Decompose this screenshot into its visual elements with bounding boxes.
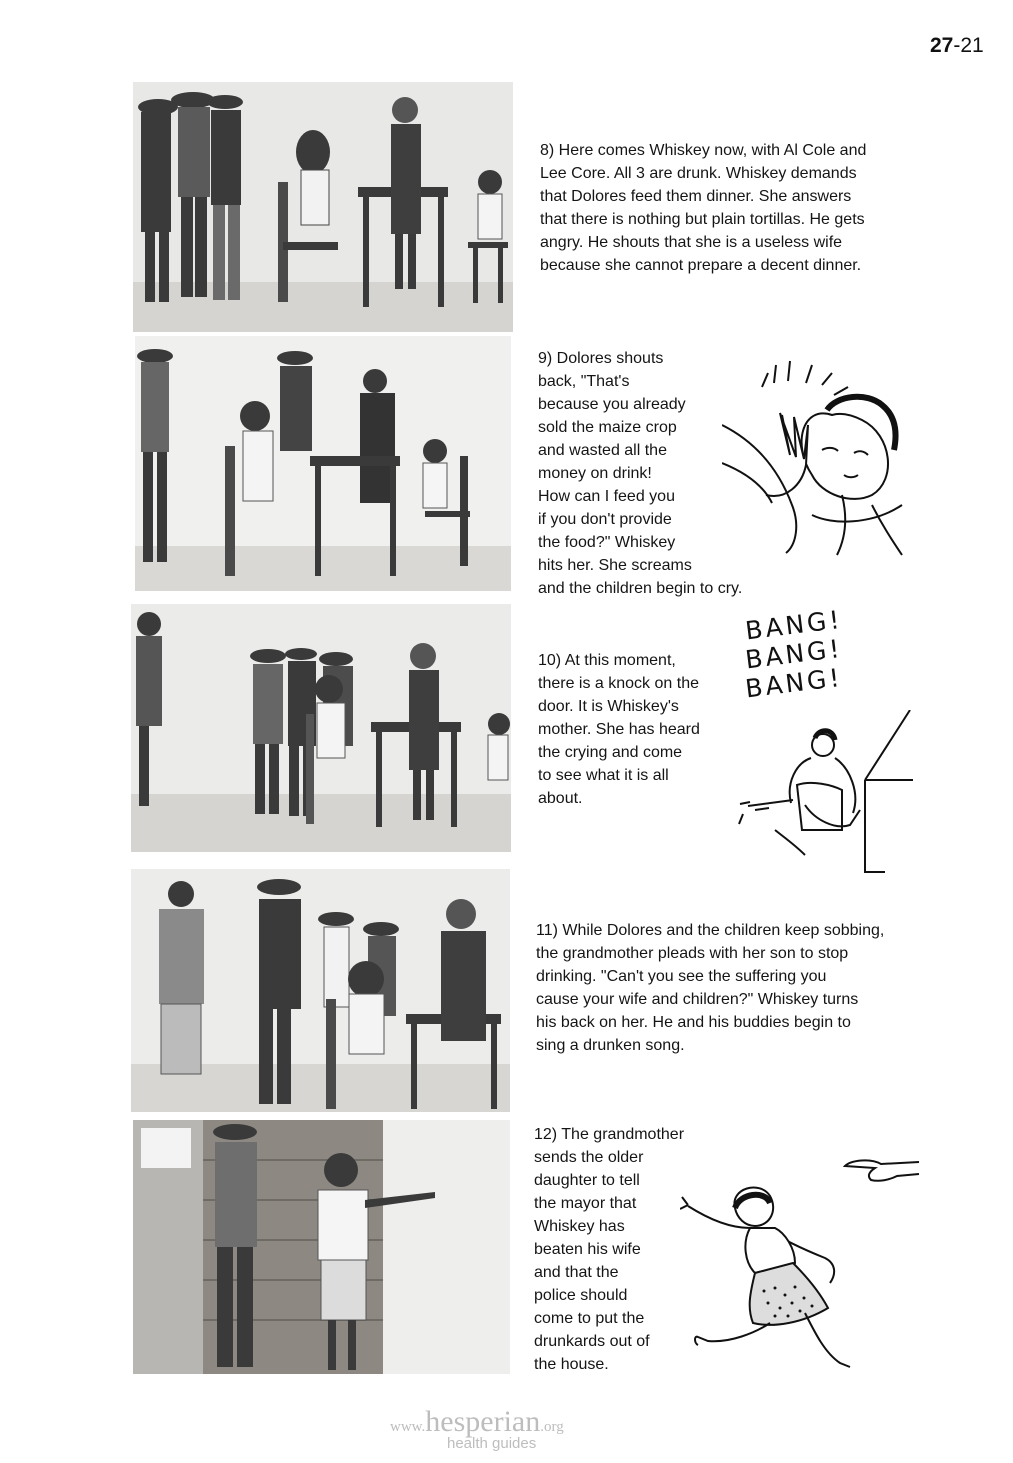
illustration-woman-shielding bbox=[722, 355, 914, 560]
page-number bbox=[930, 34, 984, 58]
photo-panel-10 bbox=[131, 604, 511, 852]
illustration-running-girl bbox=[680, 1183, 865, 1373]
bang-word: BANG! bbox=[743, 662, 844, 704]
footer-www: www. bbox=[390, 1419, 426, 1435]
illustration-pointing-hand bbox=[843, 1152, 921, 1182]
bang-word: BANG! bbox=[743, 633, 844, 675]
photo-panel-12 bbox=[133, 1120, 510, 1374]
bang-word: BANG! bbox=[743, 604, 844, 646]
panel-9-text: 9) Dolores shouts back, "That's because you already sold the maize crop and wasted all the money on drink! How can I feed you if you don't provide the food?" Whiskey hits her. She screams and the children begin to cry. bbox=[538, 350, 743, 597]
hesperian-footer-logo bbox=[390, 1405, 630, 1452]
panel-8-text: 8) Here comes Whiskey now, with Al Cole and Lee Core. All 3 are drunk. Whiskey demands that Dolores feed them dinner. She answers that there is nothing but plain tortillas. He gets angry. He shouts that she is a useless wife because she cannot prepare a decent dinner. bbox=[540, 142, 867, 274]
photo-panel-11 bbox=[131, 869, 510, 1112]
panel-10-text: 10) At this moment, there is a knock on the door. It is Whiskey's mother. She has heard the crying and come to see what it is all about. bbox=[538, 652, 700, 807]
bang-sound-effect bbox=[743, 604, 885, 704]
footer-org: .org bbox=[540, 1419, 564, 1435]
footer-tagline: health guides bbox=[447, 1435, 537, 1452]
chapter-number: 27 bbox=[930, 34, 954, 57]
page-number-suffix: -21 bbox=[953, 34, 984, 57]
panel-12-text: 12) The grandmother sends the older daughter to tell the mayor that Whiskey has beaten his wife and that the police should come to put the drunkards out of the house. bbox=[534, 1126, 685, 1373]
panel-11-text: 11) While Dolores and the children keep sobbing, the grandmother pleads with her son to stop drinking. "Can't you see the suffering you cause your wife and children?" Whiskey turns his back on her. He and his buddies begin to sing a drunken song. bbox=[536, 922, 885, 1054]
photo-panel-9 bbox=[135, 336, 511, 591]
photo-panel-8 bbox=[133, 82, 513, 332]
footer-brand: hesperian bbox=[425, 1405, 541, 1438]
illustration-knocking-at-door bbox=[735, 710, 915, 875]
